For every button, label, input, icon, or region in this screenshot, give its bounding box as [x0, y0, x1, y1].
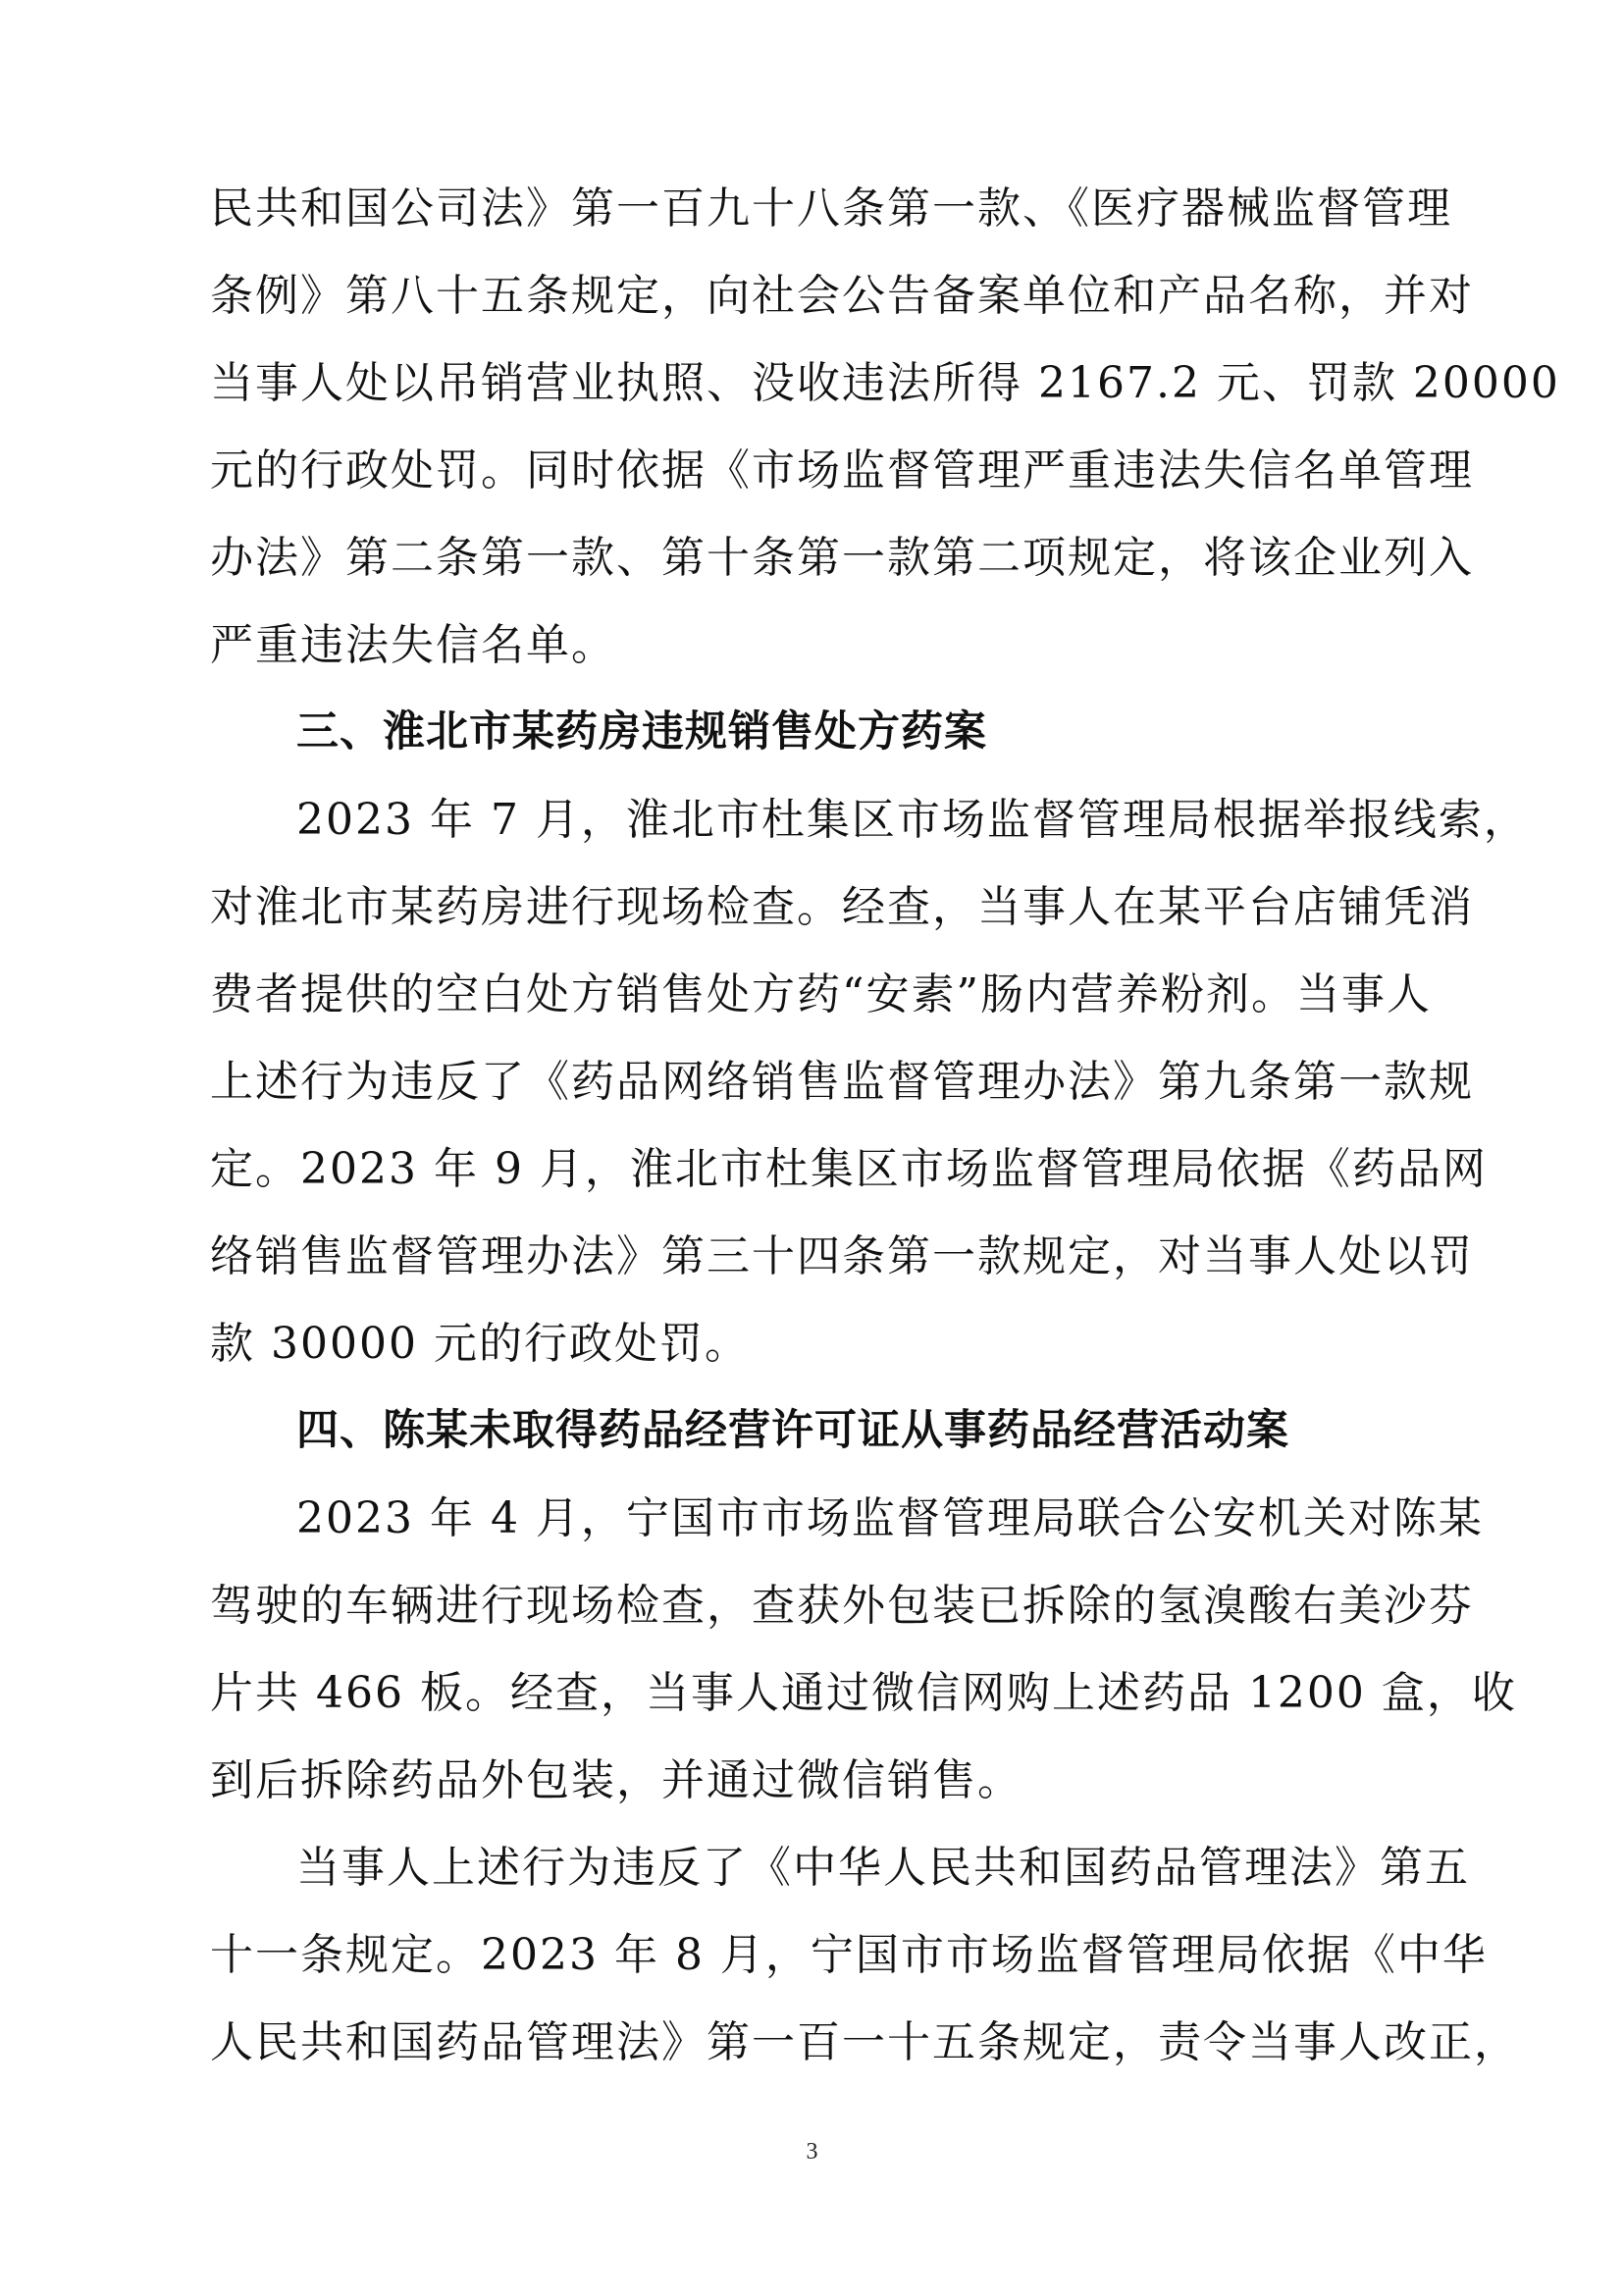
text-line: 元的行政处罚。同时依据《市场监督管理严重违法失信名单管理 — [210, 445, 1474, 496]
text-line: 严重违法失信名单。 — [210, 620, 616, 670]
text-line: 定。2023 年 9 月，淮北市杜集区市场监督管理局依据《药品网 — [210, 1144, 1488, 1194]
text-line: 人民共和国药品管理法》第一百一十五条规定，责令当事人改正， — [210, 2017, 1519, 2067]
text-line: 上述行为违反了《药品网络销售监督管理办法》第九条第一款规 — [210, 1057, 1474, 1107]
text-line: 络销售监督管理办法》第三十四条第一款规定，对当事人处以罚 — [210, 1231, 1474, 1281]
text-line: 2023 年 4 月，宁国市市场监督管理局联合公安机关对陈某 — [296, 1493, 1484, 1543]
text-line: 当事人上述行为违反了《中华人民共和国药品管理法》第五 — [296, 1843, 1470, 1893]
text-line: 片共 466 板。经查，当事人通过微信网购上述药品 1200 盒，收 — [210, 1668, 1517, 1718]
text-line: 办法》第二条第一款、第十条第一款第二项规定，将该企业列入 — [210, 533, 1474, 583]
section-heading: 四、陈某未取得药品经营许可证从事药品经营活动案 — [296, 1406, 1289, 1455]
text-line: 当事人处以吊销营业执照、没收违法所得 2167.2 元、罚款 20000 — [210, 358, 1560, 408]
text-line: 十一条规定。2023 年 8 月，宁国市市场监督管理局依据《中华 — [210, 1930, 1488, 1980]
text-line: 2023 年 7 月，淮北市杜集区市场监督管理局根据举报线索， — [296, 795, 1529, 845]
body-text — [210, 165, 1560, 2086]
text-line: 费者提供的空白处方销售处方药“安素”肠内营养粉剂。当事人 — [210, 969, 1432, 1019]
text-line: 民共和国公司法》第一百九十八条第一款、《医疗器械监督管理 — [210, 183, 1452, 234]
text-line: 对淮北市某药房进行现场检查。经查，当事人在某平台店铺凭消 — [210, 882, 1474, 932]
page-number: 3 — [806, 2139, 818, 2165]
section-heading: 三、淮北市某药房违规销售处方药案 — [296, 707, 987, 757]
text-line: 款 30000 元的行政处罚。 — [210, 1319, 750, 1369]
text-line: 条例》第八十五条规定，向社会公告备案单位和产品名称，并对 — [210, 271, 1474, 321]
text-line: 驾驶的车辆进行现场检查，查获外包装已拆除的氢溴酸右美沙芬 — [210, 1581, 1474, 1631]
text-line: 到后拆除药品外包装，并通过微信销售。 — [210, 1755, 1022, 1805]
